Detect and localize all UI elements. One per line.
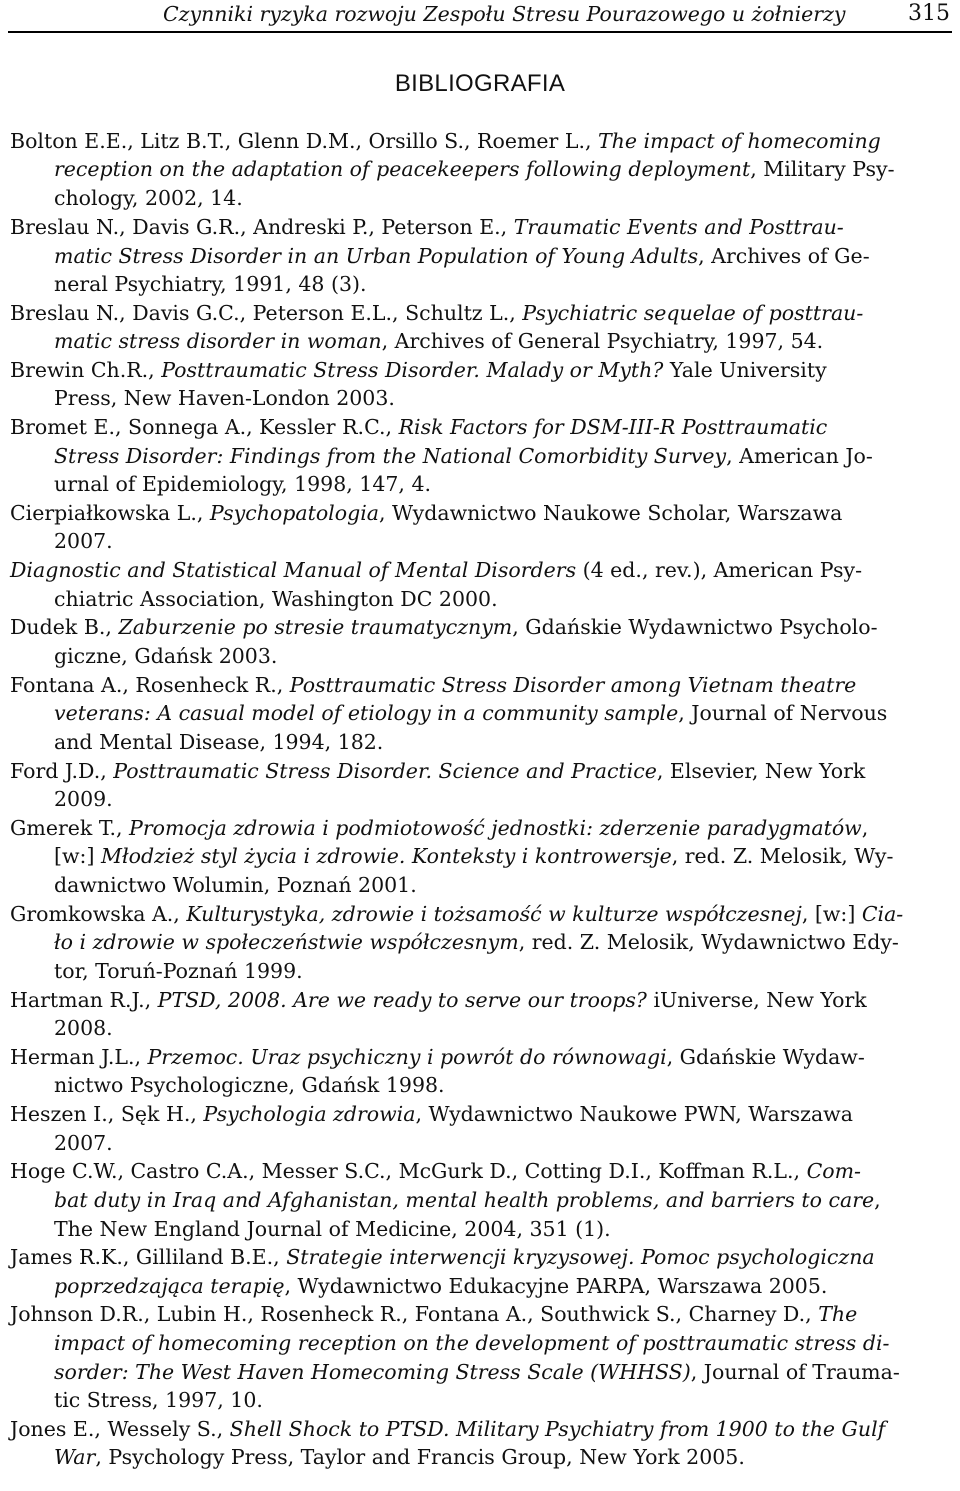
reference-text: Dudek B., bbox=[10, 615, 119, 639]
reference-text: Breslau N., Davis G.R., Andreski P., Peterson E., bbox=[10, 215, 514, 239]
reference-text: Cierpiałkowska L., bbox=[10, 501, 210, 525]
reference-text: Gromkowska A., bbox=[10, 902, 187, 926]
reference-text: Johnson D.R., Lubin H., Rosenheck R., Fontana A., Southwick S., Charney D., bbox=[10, 1302, 819, 1326]
reference-text: The New England Journal of Medicine, 2004, 351 (1). bbox=[54, 1217, 611, 1241]
reference-continuation-line bbox=[54, 928, 899, 956]
reference-continuation-line bbox=[54, 1215, 611, 1243]
reference-continuation-line bbox=[54, 527, 113, 555]
reference-title-text: matic stress disorder in woman bbox=[54, 329, 382, 353]
reference-text: , Wydawnictwo Naukowe PWN, Warszawa bbox=[415, 1102, 853, 1126]
reference-entry-line bbox=[10, 757, 865, 785]
reference-continuation-line bbox=[54, 842, 893, 870]
reference-text: , red. Z. Melosik, Wy- bbox=[671, 844, 894, 868]
reference-text: (4 ed., rev.), American Psy- bbox=[576, 558, 863, 582]
reference-title-text: sorder: The West Haven Homecoming Stress Scale (WHHSS) bbox=[54, 1360, 691, 1384]
reference-continuation-line bbox=[54, 957, 303, 985]
section-heading: BIBLIOGRAFIA bbox=[394, 70, 566, 97]
reference-continuation-line bbox=[54, 785, 113, 813]
reference-text: Jones E., Wessely S., bbox=[10, 1417, 230, 1441]
reference-entry-line bbox=[10, 499, 842, 527]
reference-title-text: veterans: A casual model of etiology in a community sample bbox=[54, 701, 679, 725]
reference-title-text: Traumatic Events and Posttrau- bbox=[513, 215, 844, 239]
reference-text: Brewin Ch.R., bbox=[10, 358, 162, 382]
reference-text: Hartman R.J., bbox=[10, 988, 158, 1012]
reference-entry-line bbox=[10, 1157, 861, 1185]
reference-text: , Wydawnictwo Edukacyjne PARPA, Warszawa 2005. bbox=[284, 1274, 828, 1298]
reference-text: giczne, Gdańsk 2003. bbox=[54, 644, 278, 668]
reference-text: , Archives of Ge- bbox=[698, 244, 870, 268]
reference-continuation-line bbox=[54, 1129, 113, 1157]
reference-entry-line bbox=[10, 986, 867, 1014]
reference-text: dawnictwo Wolumin, Poznań 2001. bbox=[54, 873, 417, 897]
reference-continuation-line bbox=[54, 155, 895, 183]
reference-text: Press, New Haven-London 2003. bbox=[54, 386, 395, 410]
reference-continuation-line bbox=[54, 1329, 889, 1357]
reference-title-text: Cia- bbox=[861, 902, 904, 926]
reference-title-text: Com- bbox=[806, 1159, 861, 1183]
reference-title-text: bat duty in Iraq and Afghanistan, mental health problems, and barriers to care bbox=[54, 1188, 875, 1212]
reference-text: iUniverse, New York bbox=[646, 988, 867, 1012]
reference-title-text: Risk Factors for DSM-III-R Posttraumatic bbox=[398, 415, 828, 439]
reference-title-text: Strategie interwencji kryzysowej. Pomoc psychologiczna bbox=[286, 1245, 875, 1269]
reference-text: Yale University bbox=[663, 358, 827, 382]
reference-title-text: Kulturystyka, zdrowie i tożsamość w kulturze współczesnej bbox=[186, 902, 802, 926]
reference-continuation-line bbox=[54, 270, 367, 298]
reference-continuation-line bbox=[54, 1014, 113, 1042]
reference-continuation-line bbox=[54, 699, 887, 727]
reference-continuation-line bbox=[54, 585, 498, 613]
reference-title-text: matic Stress Disorder in an Urban Population of Young Adults bbox=[54, 244, 699, 268]
reference-entry-line bbox=[10, 299, 863, 327]
reference-continuation-line bbox=[54, 1186, 881, 1214]
reference-text: chiatric Association, Washington DC 2000. bbox=[54, 587, 498, 611]
reference-continuation-line bbox=[54, 728, 383, 756]
reference-title-text: reception on the adaptation of peacekeepers following deployment bbox=[54, 157, 751, 181]
reference-text: , Psychology Press, Taylor and Francis Group, New York 2005. bbox=[95, 1445, 745, 1469]
reference-text: 2007. bbox=[54, 529, 113, 553]
reference-entry-line bbox=[10, 213, 844, 241]
reference-continuation-line bbox=[54, 384, 395, 412]
reference-text: nictwo Psychologiczne, Gdańsk 1998. bbox=[54, 1073, 445, 1097]
reference-entry-line bbox=[10, 671, 856, 699]
reference-title-text: Posttraumatic Stress Disorder. Science and Practice bbox=[113, 759, 657, 783]
reference-title-text: poprzedzająca terapię bbox=[54, 1274, 285, 1298]
reference-text: , Gdańskie Wydawnictwo Psycholo- bbox=[512, 615, 878, 639]
reference-continuation-line bbox=[54, 327, 823, 355]
reference-continuation-line bbox=[54, 1071, 445, 1099]
reference-title-text: Zaburzenie po stresie traumatycznym bbox=[118, 615, 513, 639]
reference-entry-line bbox=[10, 1243, 875, 1271]
reference-text: urnal of Epidemiology, 1998, 147, 4. bbox=[54, 472, 432, 496]
reference-continuation-line bbox=[54, 642, 277, 670]
reference-text: chology, 2002, 14. bbox=[54, 186, 243, 210]
reference-title-text: The bbox=[818, 1302, 858, 1326]
reference-entry-line bbox=[10, 613, 878, 641]
reference-continuation-line bbox=[54, 470, 431, 498]
reference-entry-line bbox=[10, 1100, 853, 1128]
reference-title-text: Posttraumatic Stress Disorder. Malady or Myth? bbox=[161, 358, 664, 382]
reference-continuation-line bbox=[54, 1358, 900, 1386]
reference-title-text: Przemoc. Uraz psychiczny i powrót do równowagi bbox=[147, 1045, 667, 1069]
reference-text: Hoge C.W., Castro C.A., Messer S.C., McGurk D., Cotting D.I., Koffman R.L., bbox=[10, 1159, 807, 1183]
reference-entry-line bbox=[10, 1415, 885, 1443]
reference-text: , bbox=[861, 816, 869, 840]
reference-title-text: Psychologia zdrowia bbox=[203, 1102, 416, 1126]
reference-title-text: The impact of homecoming bbox=[598, 129, 881, 153]
reference-continuation-line bbox=[54, 1443, 745, 1471]
reference-text: Gmerek T., bbox=[10, 816, 130, 840]
reference-title-text: impact of homecoming reception on the development of posttraumatic stress di- bbox=[54, 1331, 890, 1355]
reference-continuation-line bbox=[54, 1386, 263, 1414]
reference-title-text: Diagnostic and Statistical Manual of Mental Disorders bbox=[10, 558, 577, 582]
reference-continuation-line bbox=[54, 442, 873, 470]
reference-text: , Gdańskie Wydaw- bbox=[666, 1045, 865, 1069]
reference-text: , Journal of Trauma- bbox=[690, 1360, 900, 1384]
reference-text: , [w:] bbox=[801, 902, 862, 926]
reference-text: , Elsevier, New York bbox=[656, 759, 866, 783]
reference-text: , Archives of General Psychiatry, 1997, 54. bbox=[381, 329, 824, 353]
reference-title-text: Psychopatologia bbox=[209, 501, 379, 525]
reference-text: , Military Psy- bbox=[750, 157, 895, 181]
page-header bbox=[0, 0, 960, 30]
reference-text: , Journal of Nervous bbox=[678, 701, 888, 725]
reference-entry-line bbox=[10, 413, 827, 441]
reference-title-text: War bbox=[54, 1445, 96, 1469]
reference-entry-line bbox=[10, 814, 868, 842]
reference-title-text: Promocja zdrowia i podmiotowość jednostki: zderzenie paradygmatów bbox=[129, 816, 862, 840]
reference-entry-line bbox=[10, 127, 881, 155]
reference-text: Breslau N., Davis G.C., Peterson E.L., Schultz L., bbox=[10, 301, 523, 325]
reference-text: 2007. bbox=[54, 1131, 113, 1155]
reference-continuation-line bbox=[54, 184, 243, 212]
reference-entry-line bbox=[10, 556, 862, 584]
page-number: 315 bbox=[908, 1, 950, 26]
reference-title-text: Posttraumatic Stress Disorder among Vietnam theatre bbox=[289, 673, 857, 697]
reference-title-text: PTSD, 2008. Are we ready to serve our troops? bbox=[157, 988, 647, 1012]
reference-text: Bolton E.E., Litz B.T., Glenn D.M., Orsillo S., Roemer L., bbox=[10, 129, 598, 153]
reference-text: neral Psychiatry, 1991, 48 (3). bbox=[54, 272, 367, 296]
reference-title-text: Psychiatric sequelae of posttrau- bbox=[522, 301, 864, 325]
reference-text: Herman J.L., bbox=[10, 1045, 148, 1069]
reference-title-text: Shell Shock to PTSD. Military Psychiatry from 1900 to the Gulf bbox=[229, 1417, 886, 1441]
reference-continuation-line bbox=[54, 871, 417, 899]
reference-text: Ford J.D., bbox=[10, 759, 114, 783]
reference-text: Bromet E., Sonnega A., Kessler R.C., bbox=[10, 415, 399, 439]
reference-text: , red. Z. Melosik, Wydawnictwo Edy- bbox=[518, 930, 899, 954]
reference-text: , American Jo- bbox=[726, 444, 873, 468]
reference-continuation-line bbox=[54, 242, 870, 270]
reference-entry-line bbox=[10, 1300, 857, 1328]
reference-text: , bbox=[874, 1188, 881, 1212]
reference-text: tor, Toruń-Poznań 1999. bbox=[54, 959, 303, 983]
reference-text: tic Stress, 1997, 10. bbox=[54, 1388, 263, 1412]
reference-title-text: Stress Disorder: Findings from the National Comorbidity Survey bbox=[54, 444, 727, 468]
reference-continuation-line bbox=[54, 1272, 827, 1300]
reference-text: [w:] bbox=[54, 844, 101, 868]
reference-text: Heszen I., Sęk H., bbox=[10, 1102, 204, 1126]
reference-title-text: ło i zdrowie w społeczeństwie współczesnym bbox=[54, 930, 519, 954]
reference-entry-line bbox=[10, 356, 827, 384]
header-rule bbox=[8, 31, 952, 33]
reference-text: 2009. bbox=[54, 787, 113, 811]
reference-text: Fontana A., Rosenheck R., bbox=[10, 673, 290, 697]
reference-text: James R.K., Gilliland B.E., bbox=[10, 1245, 287, 1269]
running-title: Czynniki ryzyka rozwoju Zespołu Stresu Pourazowego u żołnierzy bbox=[163, 2, 846, 26]
reference-entry-line bbox=[10, 1043, 865, 1071]
reference-text: , Wydawnictwo Naukowe Scholar, Warszawa bbox=[378, 501, 843, 525]
reference-entry-line bbox=[10, 900, 903, 928]
reference-title-text: Młodzież styl życia i zdrowie. Konteksty i kontrowersje bbox=[100, 844, 672, 868]
reference-text: 2008. bbox=[54, 1016, 113, 1040]
reference-text: and Mental Disease, 1994, 182. bbox=[54, 730, 384, 754]
